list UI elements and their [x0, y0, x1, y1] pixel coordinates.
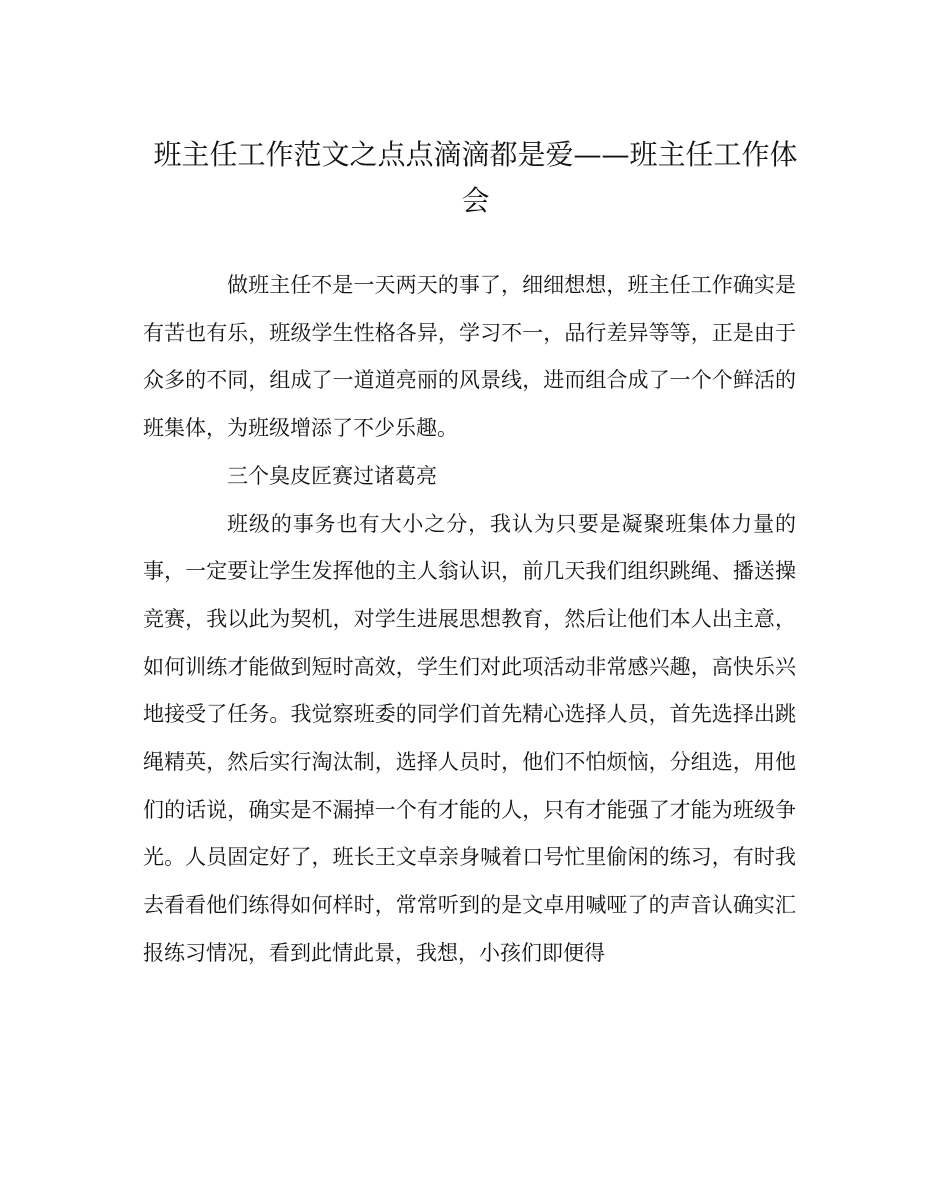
paragraph-main: 班级的事务也有大小之分，我认为只要是凝聚班集体力量的事，一定要让学生发挥他的主人翁认识，前几天我们组织跳绳、播送操竞赛，我以此为契机，对学生进展思想教育，然后让他们本人出主意，如何训练才能做到短时高效，学生们对此项活动非常感兴趣，高快乐兴地接受了任务。我觉察班委的同学们首先精心选择人员，首先选择出跳绳精英，然后实行淘汰制，选择人员时，他们不怕烦恼，分组选，用他们的话说，确实是不漏掉一个有才能的人，只有才能强了才能为班级争光。人员固定好了，班长王文卓亲身喊着口号忙里偷闲的练习，有时我去看看他们练得如何样时，常常听到的是文卓用喊哑了的声音认确实汇报练习情况，看到此情此景，我想，小孩们即便得 [143, 511, 796, 965]
section-heading: 三个臭皮匠赛过诸葛亮 [227, 463, 437, 488]
document-body [143, 262, 796, 978]
paragraph-intro: 做班主任不是一天两天的事了，细细想想，班主任工作确实是有苦也有乐，班级学生性格各异，学习不一，品行差异等等，正是由于众多的不同，组成了一道道亮丽的风景线，进而组合成了一个个鲜活的班集体，为班级增添了不少乐趣。 [143, 273, 796, 441]
document-title: 班主任工作范文之点点滴滴都是爱——班主任工作体会 [153, 138, 798, 217]
